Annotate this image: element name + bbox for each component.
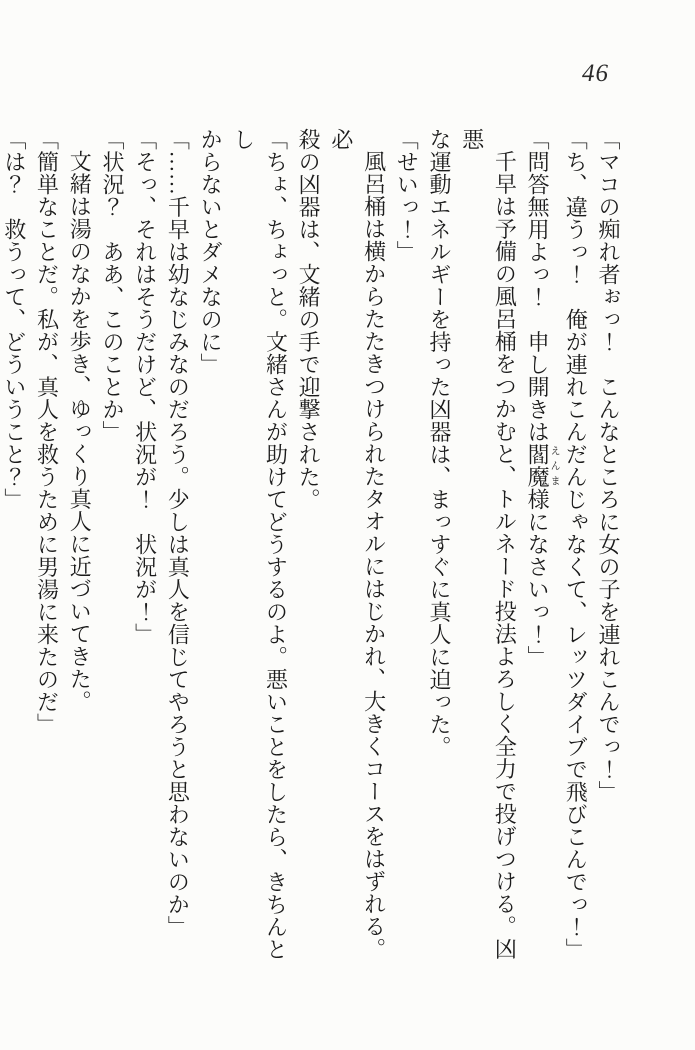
- text-line-2: 「ち、違うっ！ 俺が連れこんだんじゃなくて、レッツダイブで飛びこんでっ！」: [563, 128, 589, 961]
- text-line-5: な運動エネルギーを持った凶器は、まっすぐに真人に迫った。: [426, 128, 452, 758]
- text-line-16: 「は？ 救うって、どういうこと？」: [1, 128, 27, 511]
- text-line-1: 「マコの痴れ者ぉっ！ こんなところに女の子を連れこんでっ！」: [596, 128, 621, 803]
- text-line-11: 「……千早は幼なじみなのだろう。少しは真人を信じてやろうと思わないのか」: [165, 128, 191, 938]
- text-line-3: 「問答無用よっ！ 申し開きは閻魔えんま様になさいっ！」: [525, 128, 560, 668]
- text-line-15: 「簡単なことだ。私が、真人を救うために男湯に来たのだ」: [34, 128, 60, 736]
- text-columns: [0, 128, 624, 970]
- ruby-annotated-word: 閻魔えんま: [525, 443, 560, 488]
- text-line-9: 「ちょ、ちょっと。文緒さんが助けてどうするのよ。悪いことをしたら、きちんとし: [230, 128, 289, 961]
- page-number: 46: [582, 60, 609, 87]
- text-line-10: からないとダメなのに」: [198, 128, 224, 376]
- text-line-12: 「そっ、それはそうだけど、状況が！ 状況が！」: [132, 128, 158, 646]
- text-line-7: 風呂桶は横からたたきつけられたタオルにはじかれ、大きくコースをはずれる。必: [328, 128, 387, 960]
- text-line-13: 「状況？ ああ、このことか」: [99, 128, 125, 443]
- text-line-6: 「せいっ！」: [394, 128, 420, 263]
- text-line-14: 文緒は湯のなかを歩き、ゆっくり真人に近づいてきた。: [67, 150, 93, 713]
- text-line-8: 殺の凶器は、文緒の手で迎撃された。: [296, 128, 322, 511]
- text-line-4: 千早は予備の風呂桶をつかむと、トルネード投法よろしく全力で投げつける。凶悪: [459, 128, 518, 960]
